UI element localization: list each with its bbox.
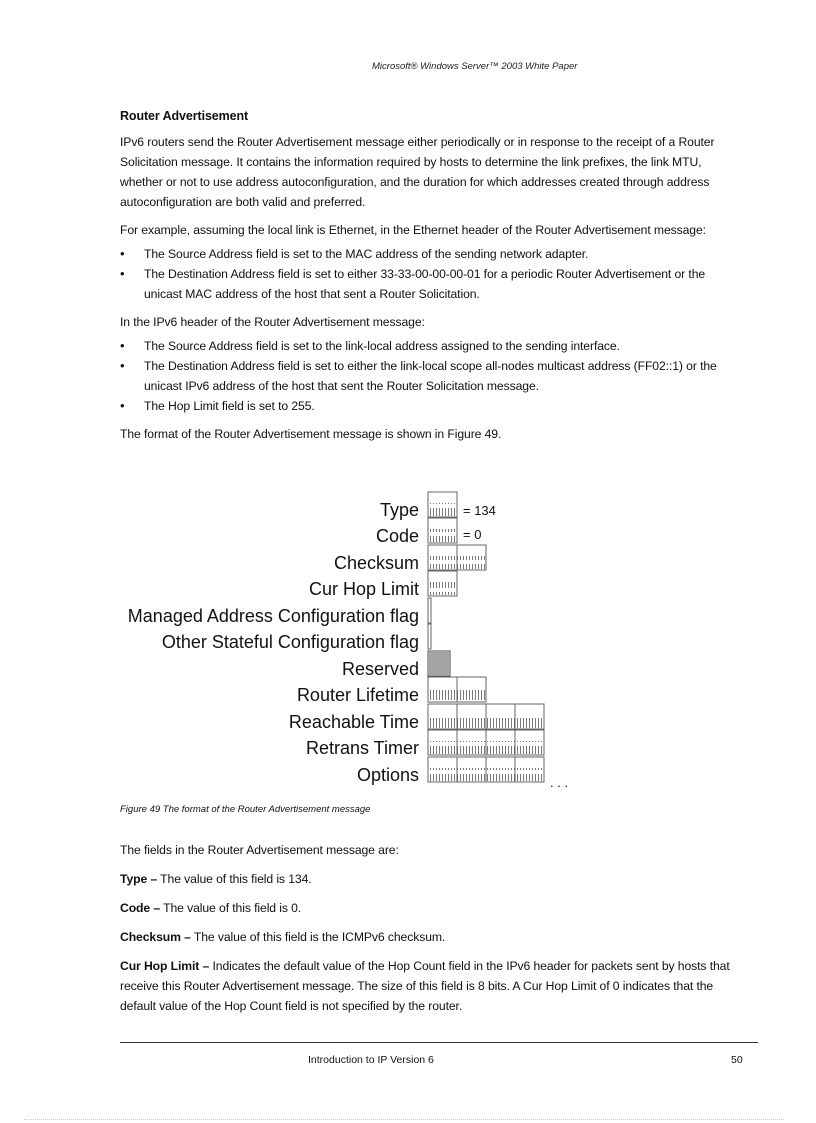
field-box-code <box>428 518 457 543</box>
field-desc-checksum: The value of this field is the ICMPv6 checksum. <box>190 930 446 944</box>
list-item: • The Hop Limit field is set to 255. <box>120 396 740 416</box>
intro-paragraph: IPv6 routers send the Router Advertisement message either periodically or in response to the receipt of a Router Solicitation message. It contains the information required by hosts to determine the link prefixes, the link MTU, whether or not to use address autoconfiguration, and the duration for which addresses created through address autoconfiguration are both valid and preferred. <box>120 135 715 209</box>
field-label-cur-hop-limit: Cur Hop Limit <box>308 579 419 599</box>
section-title: Router Advertisement <box>120 109 249 123</box>
list-item: • The Source Address field is set to the MAC address of the sending network adapter. <box>120 244 740 264</box>
field-label-type: Type <box>379 500 419 520</box>
field-label-reachable-time: Reachable Time <box>288 712 419 732</box>
field-label-checksum: Checksum <box>333 553 419 573</box>
field-label-reserved: Reserved <box>341 659 419 679</box>
format-intro-paragraph: The format of the Router Advertisement message is shown in Figure 49. <box>120 427 502 441</box>
field-desc-type: The value of this field is 134. <box>157 872 312 886</box>
footer-document-title: Introduction to IP Version 6 <box>308 1054 434 1066</box>
running-header: Microsoft® Windows Server™ 2003 White Paper <box>372 61 578 72</box>
field-description-type <box>120 869 740 889</box>
ipv6-bullet-list <box>120 336 740 416</box>
field-name-cur-hop-limit: Cur Hop Limit – <box>120 959 210 973</box>
ethernet-intro-paragraph: For example, assuming the local link is Ethernet, in the Ethernet header of the Router Advertisement message: <box>120 223 706 237</box>
type-value-label: = 134 <box>463 503 496 518</box>
options-ellipsis: . . . <box>550 775 569 790</box>
field-description-cur-hop-limit <box>120 956 740 1016</box>
field-label-code: Code <box>375 526 419 546</box>
code-value-label: = 0 <box>463 527 482 542</box>
list-item: • The Destination Address field is set to either the link-local scope all-nodes multicast address (FF02::1) or the unicast IPv6 address of the host that sent the Router Solicitation message. <box>120 356 740 396</box>
ipv6-intro-paragraph: In the IPv6 header of the Router Advertisement message: <box>120 315 425 329</box>
field-description-checksum <box>120 927 740 947</box>
field-desc-code: The value of this field is 0. <box>160 901 302 915</box>
fields-intro: The fields in the Router Advertisement message are: <box>120 843 399 857</box>
field-box-type <box>428 492 457 517</box>
field-box-other-flag <box>428 624 431 649</box>
list-item: • The Destination Address field is set to either 33-33-00-00-00-01 for a periodic Router Advertisement or the unicast MAC address of the host that sent a Router Solicitation. <box>120 264 740 304</box>
page-edge-divider <box>24 1119 784 1120</box>
field-label-retrans-timer: Retrans Timer <box>305 738 419 758</box>
field-label-managed-flag: Managed Address Configuration flag <box>127 606 419 626</box>
page-number: 50 <box>731 1054 743 1066</box>
field-box-options <box>428 757 544 782</box>
field-box-checksum <box>428 545 486 570</box>
field-description-code <box>120 898 740 918</box>
main-content <box>120 106 740 452</box>
field-box-retrans-timer <box>428 730 544 755</box>
field-label-options: Options <box>356 765 419 785</box>
footer-divider <box>120 1042 758 1043</box>
field-box-reserved <box>428 651 450 676</box>
router-advertisement-format-figure <box>0 490 816 800</box>
field-name-type: Type – <box>120 872 158 886</box>
field-box-managed-flag <box>428 598 431 623</box>
figure-caption: Figure 49 The format of the Router Advertisement message <box>120 804 371 815</box>
list-item: • The Source Address field is set to the link-local address assigned to the sending interface. <box>120 336 740 356</box>
field-descriptions <box>120 840 740 1025</box>
field-label-other-flag: Other Stateful Configuration flag <box>161 632 419 652</box>
field-name-code: Code – <box>120 901 161 915</box>
field-name-checksum: Checksum – <box>120 930 191 944</box>
ethernet-bullet-list <box>120 244 740 304</box>
field-desc-cur-hop-limit: Indicates the default value of the Hop Count field in the IPv6 header for packets sent by hosts that receive this Router Advertisement message. The size of this field is 8 bits. A Cur Hop Limit of 0 indicates that the default value of the Hop Count field is not specified by the router. <box>120 959 730 1013</box>
field-label-router-lifetime: Router Lifetime <box>296 685 419 705</box>
field-box-router-lifetime <box>428 677 486 702</box>
field-box-cur-hop-limit <box>428 571 457 596</box>
field-box-reachable-time <box>428 704 544 729</box>
